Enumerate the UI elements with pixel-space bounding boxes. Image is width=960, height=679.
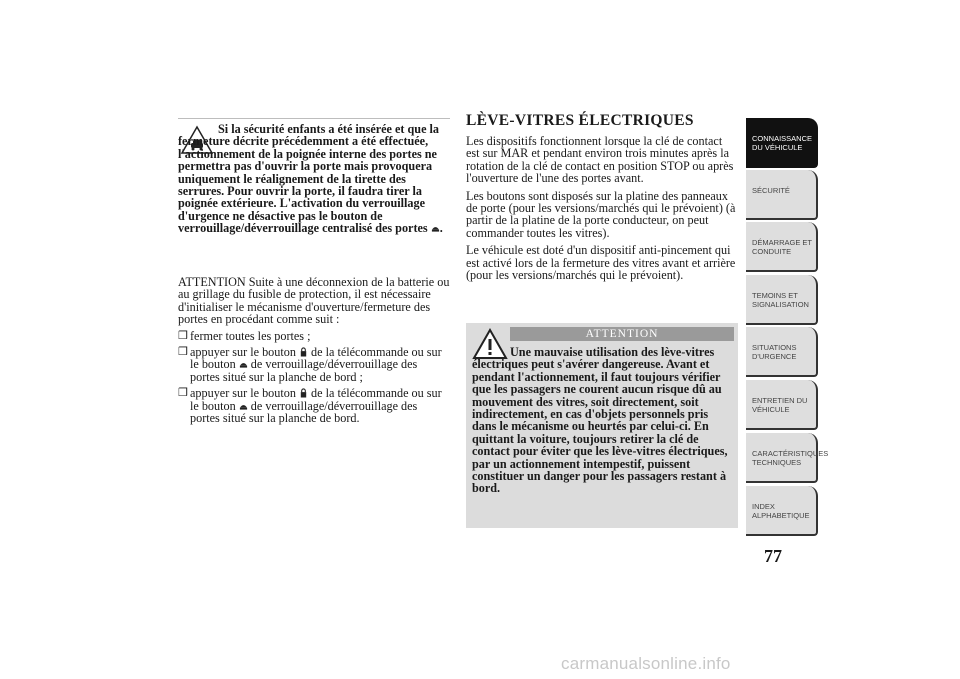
child-safety-note bbox=[178, 123, 452, 235]
tab-entretien-du-vehicule[interactable] bbox=[746, 380, 818, 430]
lock-button-icon bbox=[431, 223, 440, 233]
tab-label: SÉCURITÉ bbox=[752, 186, 790, 195]
padlock-icon bbox=[299, 388, 308, 398]
lock-button-icon bbox=[239, 401, 248, 411]
tab-index-alphabetique[interactable] bbox=[746, 486, 818, 536]
note-period: . bbox=[439, 221, 443, 236]
step-text: de la télécommande ou sur le bouton bbox=[190, 386, 442, 413]
body-paragraph: Les dispositifs fonctionnent lorsque la clé de contact est sur MAR et pendant environ trois minutes après la rotation de la clé de contact en position STOP ou après l'ouverture de l'une des portes avant. bbox=[466, 134, 734, 186]
battery-procedure bbox=[178, 276, 450, 428]
tab-label: CARACTÉRISTIQUES TECHNIQUES bbox=[752, 449, 829, 467]
body-paragraph: Les boutons sont disposés sur la platine des panneaux de porte (pour les versions/marchés qui le prévoient) (à partir de la platine de la porte conducteur, on peut commander toutes les vitres). bbox=[466, 188, 736, 240]
checkbox-bullet-icon: ❒ bbox=[178, 387, 188, 400]
tab-situations-durgence[interactable] bbox=[746, 327, 818, 377]
attention-text-block bbox=[472, 346, 734, 495]
child-safety-note-text: Si la sécurité enfants a été insérée et que la fermeture décrite précédemment a été effectuée, l'actionnement de la poignée interne des portes ne permettra pas d'ouvrir la porte mais provoquera uniquement le réalignement de la tirette des serrures. Pour ouvrir la porte, il faudra tirer la poignée extérieure. L'activation du verrouillage d'urgence ne désactive pas le bouton de verrouillage/déverrouillage centralisé des portes bbox=[178, 122, 440, 236]
lock-button-icon bbox=[239, 359, 248, 369]
checkbox-bullet-icon: ❒ bbox=[178, 329, 188, 342]
step-text: fermer toutes les portes ; bbox=[190, 328, 311, 343]
attention-text: Une mauvaise utilisation des lève-vitres électriques peut s'avérer dangereuse. Avant et pendant l'actionnement, il faut toujours vérifier que les passagers ne courent aucun risque dû au mouvement des vitres, soit directement, soit indirectement, en cas d'objets personnels pris dans le mécanisme ou heurtés par celui-ci. En quittant la voiture, toujours retirer la clé de contact pour éviter que les lève-vitres électriques, par un actionnement intempestif, puissent constituer un danger pour les passagers restant à bord. bbox=[472, 345, 728, 496]
checkbox-bullet-icon: ❒ bbox=[178, 346, 188, 359]
procedure-steps bbox=[178, 330, 450, 425]
tab-label: CONNAISSANCE DU VÉHICULE bbox=[752, 134, 813, 152]
step-text: appuyer sur le bouton bbox=[190, 386, 296, 401]
tab-securite[interactable] bbox=[746, 170, 818, 220]
padlock-icon bbox=[299, 347, 308, 357]
battery-attention-paragraph: ATTENTION Suite à une déconnexion de la batterie ou au grillage du fusible de protection, il est nécessaire d'initialiser le mécanisme d'ouverture/fermeture des portes en procédant comme suit : bbox=[178, 275, 450, 327]
procedure-step bbox=[178, 387, 450, 424]
tab-connaissance-du-vehicule[interactable] bbox=[746, 118, 818, 168]
step-text: de verrouillage/déverrouillage des portes situé sur la planche de bord ; bbox=[190, 357, 418, 384]
attention-header: ATTENTION bbox=[510, 327, 734, 341]
note-top-rule bbox=[178, 118, 450, 119]
tab-demarrage-et-conduite[interactable] bbox=[746, 222, 818, 272]
watermark: carmanualsonline.info bbox=[561, 654, 731, 673]
section-title: LÈVE-VITRES ÉLECTRIQUES bbox=[466, 112, 694, 129]
tab-label: DÉMARRAGE ET CONDUITE bbox=[752, 238, 812, 256]
step-text: de la télécommande ou sur le bouton bbox=[190, 345, 442, 372]
page-number: 77 bbox=[764, 546, 782, 566]
attention-box bbox=[466, 323, 738, 528]
section-body bbox=[466, 135, 738, 286]
procedure-step bbox=[178, 330, 450, 342]
tab-label: SITUATIONS D'URGENCE bbox=[752, 343, 797, 361]
tab-label: TEMOINS ET SIGNALISATION bbox=[752, 291, 809, 309]
procedure-step bbox=[178, 346, 450, 383]
step-text: appuyer sur le bouton bbox=[190, 345, 296, 360]
tab-temoins-et-signalisation[interactable] bbox=[746, 275, 818, 325]
body-paragraph: Le véhicule est doté d'un dispositif anti-pincement qui est activé lors de la fermeture des vitres avant et arrière (pour les versions/marchés qui le prévoient). bbox=[466, 243, 736, 283]
step-text: de verrouillage/déverrouillage des portes situé sur la planche de bord. bbox=[190, 398, 418, 426]
tab-label: ENTRETIEN DU VÉHICULE bbox=[752, 396, 808, 414]
tab-label: INDEX ALPHABETIQUE bbox=[752, 502, 810, 520]
tab-caracteristiques-techniques[interactable] bbox=[746, 433, 829, 483]
